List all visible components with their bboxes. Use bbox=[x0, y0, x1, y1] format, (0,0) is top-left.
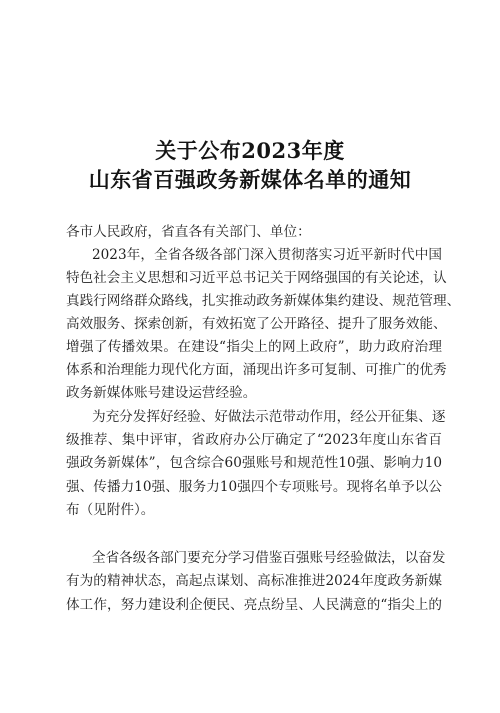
paragraph-3-line-1: 全省各级各部门要充分学习借鉴百强账号经验做法，以奋发 bbox=[92, 550, 446, 566]
paragraph-2-line-2: 级推荐、集中评审，省政府办公厅确定了“2023年度山东省百 bbox=[66, 432, 442, 448]
salutation: 各市人民政府，省直各有关部门、单位： bbox=[66, 224, 311, 240]
paragraph-3-line-2: 有为的精神状态，高起点谋划、高标准推进2024年度政务新媒 bbox=[66, 573, 442, 589]
paragraph-1-line-1: 2023年，全省各级各部门深入贯彻落实习近平新时代中国 bbox=[92, 247, 442, 263]
paragraph-2-line-5: 布（见附件）。 bbox=[66, 502, 155, 518]
paragraph-2-line-1: 为充分发挥好经验、好做法示范带动作用，经公开征集、逐 bbox=[92, 409, 446, 425]
paragraph-1-line-2: 特色社会主义思想和习近平总书记关于网络强国的有关论述，认 bbox=[66, 270, 447, 286]
document-title-line-1: 关于公布2023年度 bbox=[155, 138, 345, 163]
paragraph-1-line-3: 真践行网络群众路线，扎实推动政务新媒体集约建设、规范管理、 bbox=[66, 293, 461, 309]
paragraph-2-line-4: 强、传播力10强、服务力10强四个专项账号。现将名单予以公 bbox=[66, 479, 442, 495]
paragraph-1-line-4: 高效服务、探索创新，有效拓宽了公开路径、提升了服务效能、 bbox=[66, 316, 447, 332]
paragraph-1-line-5: 增强了传播效果。在建设“指尖上的网上政府”，助力政府治理 bbox=[66, 339, 442, 355]
paragraph-2-line-3: 强政务新媒体”，包含综合60强账号和规范性10强、影响力10 bbox=[66, 455, 442, 471]
paragraph-1-line-7: 政务新媒体账号建设运营经验。 bbox=[66, 385, 257, 401]
paragraph-1-line-6: 体系和治理能力现代化方面，涌现出许多可复制、可推广的优秀 bbox=[66, 362, 447, 378]
document-title-line-2: 山东省百强政务新媒体名单的通知 bbox=[88, 167, 412, 192]
paragraph-3-line-3: 体工作，努力建设利企便民、亮点纷呈、人民满意的“指尖上的 bbox=[66, 597, 442, 613]
